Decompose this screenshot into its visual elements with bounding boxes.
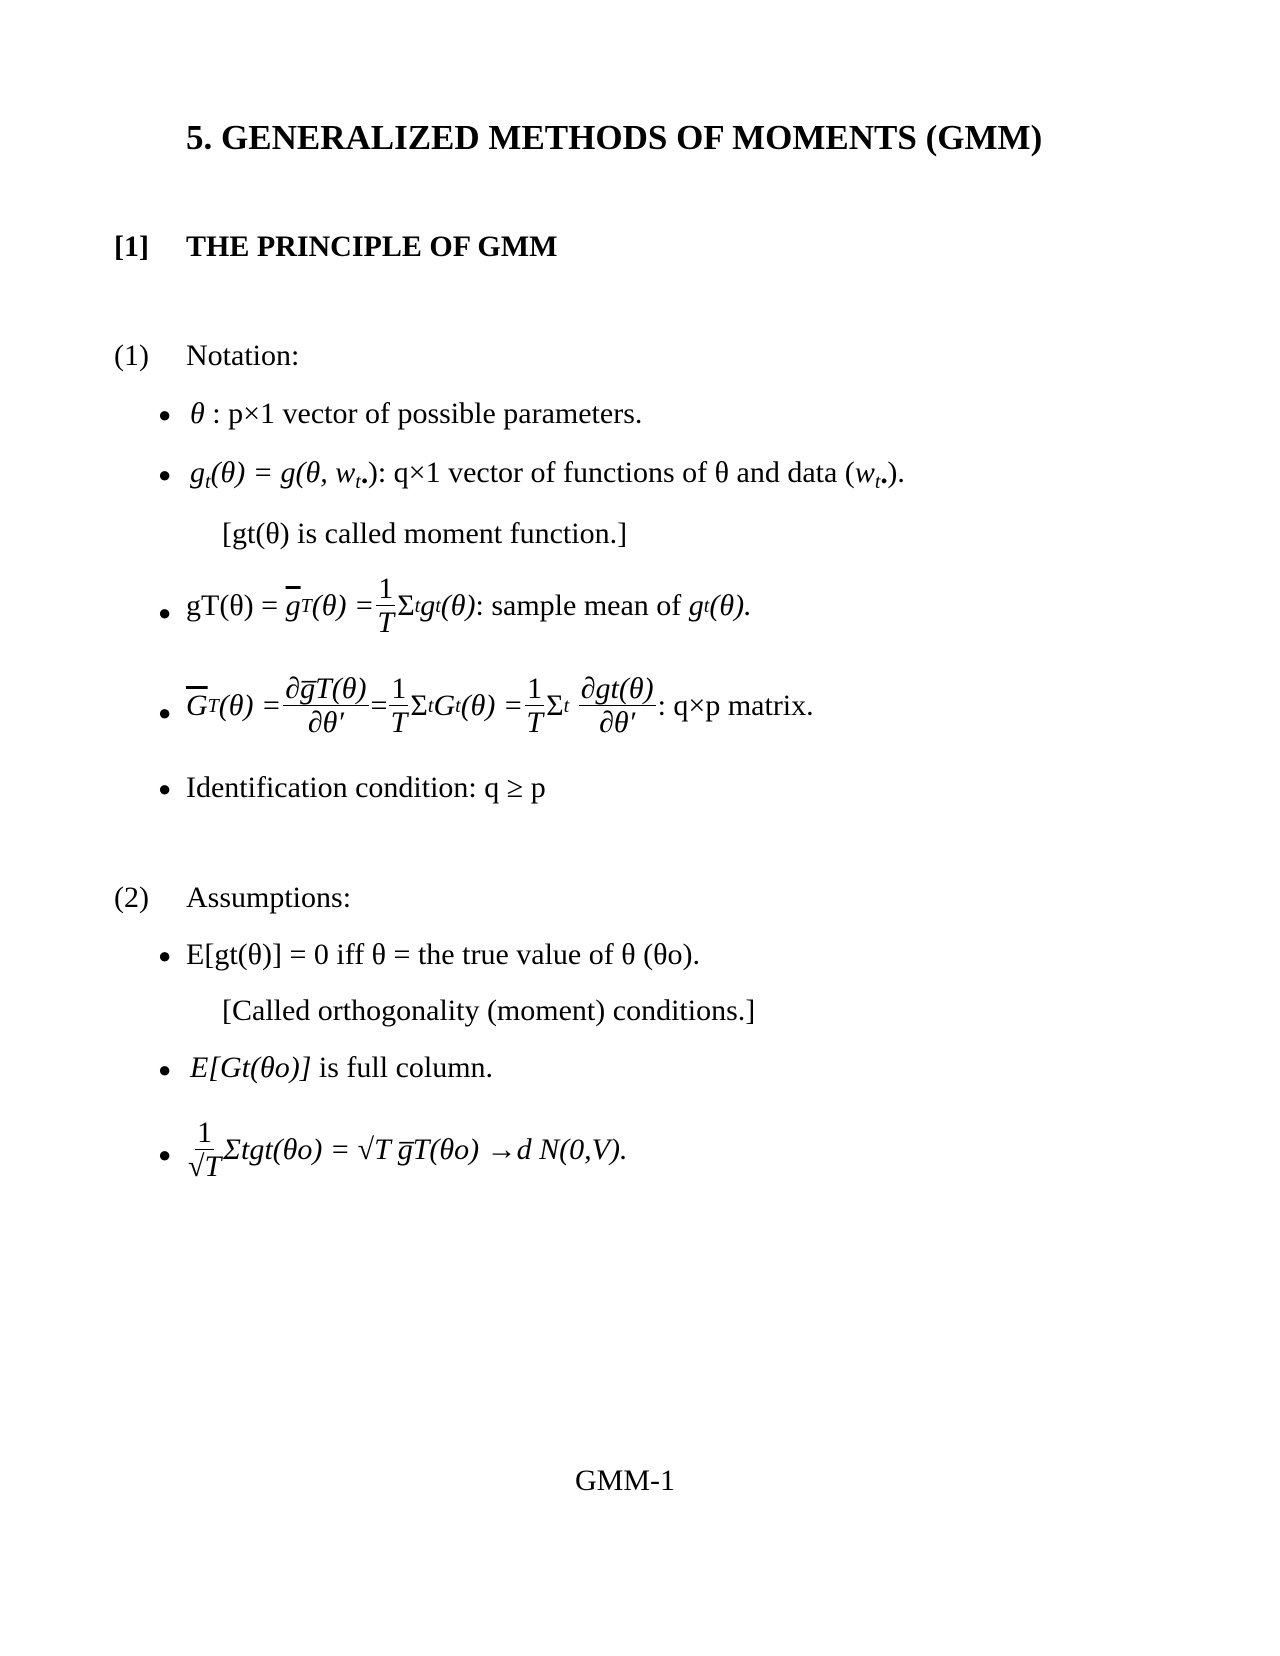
- bullet-icon: ●: [158, 600, 172, 625]
- section-number: [1]: [114, 230, 149, 263]
- asymptotic-normality-formula: $\frac{1}{√T}$ Σtgt(θo) = √T g̅T(θo) →d N(0,V).: [188, 1116, 628, 1183]
- bullet-icon: ●: [158, 700, 172, 725]
- identification-condition: Identification condition: q ≥ p: [186, 771, 546, 804]
- part2-number: (2): [114, 881, 149, 914]
- bullet-icon: ●: [158, 1142, 172, 1167]
- sample-mean-formula: gT(θ) = $\overline{g}$ T (θ) = $\frac{1}{T}$ Σ t g t (θ) : sample mean of g t (θ).: [186, 572, 752, 639]
- assumption-full-column: E[Gt(θo)] is full column.: [190, 1051, 494, 1084]
- bullet-icon: ●: [158, 943, 172, 968]
- jacobian-formula: $\overline{G}$ T (θ) = $\frac{\partial g̅T(\theta)}{\partial\theta'}$ = $\frac{1}{T}$ Σ t G t (θ) = $\frac{1}{T}$ Σ t $\frac{\partial gt(\theta)}{\partial\theta'}$ : q×p matrix.: [186, 672, 814, 739]
- section-title: THE PRINCIPLE OF GMM: [186, 230, 558, 263]
- bullet-icon: ●: [158, 402, 172, 427]
- page-title: 5. GENERALIZED METHODS OF MOMENTS (GMM): [186, 118, 1043, 157]
- bullet-icon: ●: [158, 462, 172, 487]
- moment-function-note: [gt(θ) is called moment function.]: [222, 517, 628, 550]
- bullet-icon: ●: [158, 1057, 172, 1082]
- page-footer: GMM-1: [575, 1464, 676, 1497]
- notation-theta: θ : p×1 vector of possible parameters.: [190, 397, 643, 430]
- part1-number: (1): [114, 339, 149, 372]
- bullet-icon: ●: [158, 776, 172, 801]
- notation-moment-function: $g_t(\theta) = g(\theta$, $w_{t•}$): q×1 vector of functions of θ and data $(w_{t•})$.: [190, 456, 905, 493]
- part2-label: Assumptions:: [186, 881, 352, 914]
- part1-label: Notation:: [186, 339, 300, 372]
- assumption-orthogonality: E[gt(θ)] = 0 iff θ = the true value of θ (θo).: [186, 938, 700, 971]
- orthogonality-note: [Called orthogonality (moment) conditions.]: [222, 994, 756, 1027]
